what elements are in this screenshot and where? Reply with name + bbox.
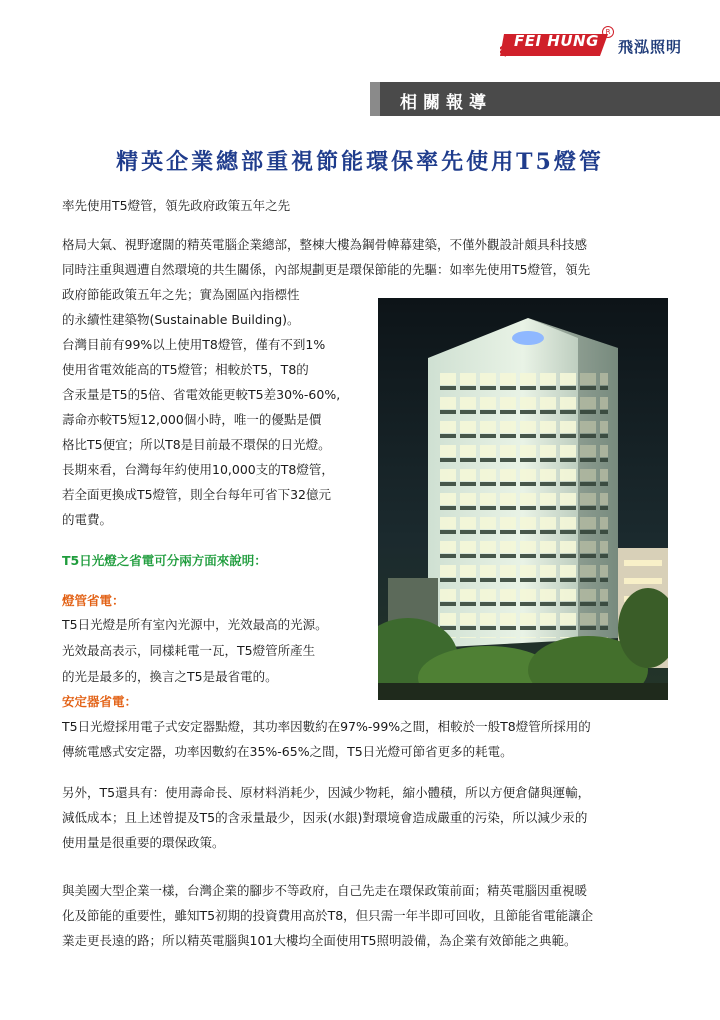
ballast-line1: T5日光燈採用電子式安定器點燈，其功率因數約在97%-99%之間，相較於一般T8燈管所採用的 [62, 719, 591, 734]
section-bar-accent [370, 82, 380, 116]
lamp-line3: 的光是最多的，換言之T5是最省電的。 [62, 669, 278, 684]
para2-line1: 台灣目前有99%以上使用T8燈管，僅有不到1% [62, 337, 326, 352]
para1-line2: 同時注重與週遭自然環境的共生關係，內部規劃更是環保節能的先驅：如率先使用T5燈管，領先 [62, 262, 591, 277]
para4-line1: 與美國大型企業一樣，台灣企業的腳步不等政府，自己先走在環保政策前面；精英電腦因重視暖 [62, 883, 588, 898]
para1-line4: 的永續性建築物(Sustainable Building)。 [62, 312, 300, 327]
para3-line2: 減低成本；且上述曾提及T5的含汞量最少，因汞(水銀)對環境會造成嚴重的污染，所以減少汞的 [62, 810, 588, 825]
logo-text-zh: 飛泓照明 [618, 38, 683, 56]
para3-line3: 使用量是很重要的環保政策。 [62, 835, 225, 850]
section-title: 相關報導 [400, 93, 492, 113]
para2-line4: 壽命亦較T5短12,000個小時，唯一的優點是價 [62, 412, 322, 427]
lamp-line2: 光效最高表示，同樣耗電一瓦，T5燈管所產生 [62, 643, 316, 658]
para2-line2: 使用省電效能高的T5燈管；相較於T5，T8的 [62, 362, 309, 377]
para2-line5: 格比T5便宜；所以T8是目前最不環保的日光燈。 [62, 437, 331, 452]
logo-text-en: FEI HUNG [514, 32, 599, 50]
lamp-label: 燈管省電： [62, 593, 125, 608]
subheading: T5日光燈之省電可分兩方面來說明： [62, 553, 267, 568]
para2-line7: 若全面更換成T5燈管，則全台每年可省下32億元 [62, 487, 331, 502]
intro-line: 率先使用T5燈管，領先政府政策五年之先 [62, 198, 291, 213]
ballast-line2: 傳統電感式安定器，功率因數約在35%-65%之間，T5日光燈可節省更多的耗電。 [62, 744, 513, 759]
para1-line1: 格局大氣、視野遼闊的精英電腦企業總部，整棟大樓為鋼骨幃幕建築，不僅外觀設計頗具科技感 [62, 237, 588, 252]
para3-line1: 另外，T5還具有：使用壽命長、原材料消耗少，因減少物耗，縮小體積，所以方便倉儲與運輸， [62, 785, 591, 800]
ballast-label: 安定器省電： [62, 694, 138, 709]
brand-logo [500, 26, 700, 66]
para1-line3: 政府節能政策五年之先；實為園區內指標性 [62, 287, 300, 302]
para4-line2: 化及節能的重要性，雖知T5初期的投資費用高於T8，但只需一年半即可回收，且節能省電能讓企 [62, 908, 594, 923]
lamp-line1: T5日光燈是所有室內光源中，光效最高的光源。 [62, 617, 328, 632]
building-photo [378, 298, 668, 700]
para2-line6: 長期來看，台灣每年約使用10,000支的T8燈管， [62, 462, 334, 477]
registered-mark-icon: R [602, 26, 614, 38]
para2-line8: 的電費。 [62, 512, 113, 527]
article-headline: 精英企業總部重視節能環保率先使用T5燈管 [116, 149, 604, 175]
para4-line3: 業走更長遠的路；所以精英電腦與101大樓均全面使用T5照明設備，為企業有效節能之典範。 [62, 933, 577, 948]
para2-line3: 含汞量是T5的5倍、省電效能更較T5差30%-60%, [62, 387, 341, 402]
